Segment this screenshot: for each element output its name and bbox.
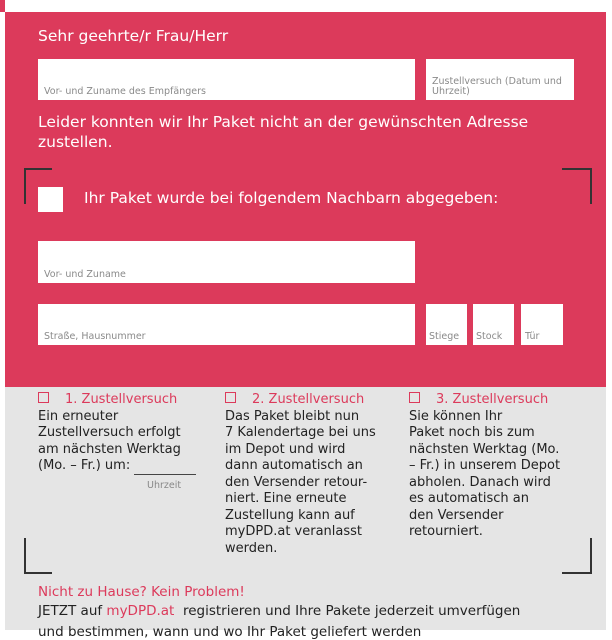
- attempt-2-line: Das Paket bleibt nun: [225, 408, 360, 424]
- door-field[interactable]: [521, 304, 563, 345]
- street-field[interactable]: [38, 304, 415, 345]
- neighbor-option-label: Ihr Paket wurde bei folgendem Nachbarn abgegeben:: [84, 189, 499, 207]
- attempt-2-line: Zustellung kann auf: [225, 507, 355, 523]
- footer-text: [38, 603, 520, 619]
- attempt-3: [409, 392, 589, 541]
- attempt-2-line: den Versender retour-: [225, 474, 368, 490]
- attempt-3-title: 3. Zustellversuch: [436, 392, 549, 407]
- attempt-2-checkbox[interactable]: [225, 392, 236, 403]
- attempt-1-line: Ein erneuter: [38, 408, 119, 424]
- top-edge-left: [0, 0, 5, 12]
- mydpd-link[interactable]: myDPD.at: [106, 603, 175, 619]
- attempt-1-line: am nächsten Werktag: [38, 441, 181, 457]
- attempt-3-checkbox[interactable]: [409, 392, 420, 403]
- delivery-attempt-field[interactable]: [426, 59, 574, 100]
- time-label: Uhrzeit: [147, 480, 182, 491]
- footer-headline: Nicht zu Hause? Kein Problem!: [38, 584, 245, 600]
- attempt-1: [38, 392, 213, 475]
- footer-text-after: registrieren und Ihre Pakete jederzeit umverfügen: [174, 603, 521, 619]
- neighbor-name-label: Vor- und Zuname: [44, 269, 126, 280]
- recipient-name-field[interactable]: [38, 59, 415, 100]
- neighbor-checkbox[interactable]: [38, 187, 63, 212]
- attempt-2-line: 7 Kalendertage bei uns: [225, 425, 376, 440]
- stairs-label: Stiege: [429, 331, 460, 342]
- attempt-2: [225, 392, 400, 557]
- attempt-2-line: niert. Eine erneute: [225, 491, 347, 506]
- attempt-2-heading: [225, 392, 400, 409]
- attempt-3-line: retourniert.: [409, 524, 483, 539]
- attempt-3-line: – Fr.) in unserem Depot: [409, 458, 561, 473]
- attempt-1-checkbox[interactable]: [38, 392, 49, 403]
- attempt-1-line: Zustellversuch erfolgt: [38, 425, 181, 440]
- attempt-2-line: dann automatisch an: [225, 458, 363, 473]
- floor-field[interactable]: [473, 304, 514, 345]
- corner-mark-bottom-left: [24, 538, 52, 574]
- neighbor-name-field[interactable]: [38, 241, 415, 283]
- recipient-name-label: Vor- und Zuname des Empfängers: [44, 86, 206, 97]
- attempt-2-line: werden.: [225, 540, 278, 556]
- attempt-3-line: Paket noch bis zum: [409, 425, 535, 440]
- attempt-3-line: es automatisch an: [409, 491, 529, 506]
- attempt-3-line: den Versender: [409, 507, 504, 523]
- attempt-3-line: Sie können Ihr: [409, 408, 503, 424]
- attempt-3-heading: [409, 392, 589, 409]
- floor-label: Stock: [476, 331, 503, 342]
- street-label: Straße, Hausnummer: [44, 331, 146, 342]
- attempt-1-line-time: [38, 458, 213, 475]
- attempt-2-line: im Depot und wird: [225, 441, 346, 457]
- attempt-1-heading: [38, 392, 213, 409]
- top-edge-right: [606, 0, 612, 12]
- corner-mark-bottom-right: [562, 538, 592, 574]
- attempt-2-line: myDPD.at veranlasst: [225, 524, 363, 539]
- greeting: Sehr geehrte/r Frau/Herr: [38, 27, 229, 45]
- time-input-line[interactable]: [134, 461, 196, 475]
- delivery-attempt-label: Zustellversuch (Datum und Uhrzeit): [432, 76, 562, 97]
- door-label: Tür: [525, 331, 540, 342]
- corner-mark-top-right: [562, 168, 592, 204]
- attempt-2-title: 2. Zustellversuch: [252, 392, 365, 407]
- footer-cut-line: und bestimmen, wann und wo Ihr Paket geliefert werden: [38, 624, 422, 640]
- attempt-1-line: (Mo. – Fr.) um:: [38, 458, 131, 473]
- message-text: Leider konnten wir Ihr Paket nicht an der gewünschten Adresse zustellen.: [38, 113, 529, 151]
- footer-text-before: JETZT auf: [38, 603, 107, 619]
- stairs-field[interactable]: [426, 304, 467, 345]
- attempt-3-line: nächsten Werktag (Mo.: [409, 441, 560, 457]
- attempt-3-line: abholen. Danach wird: [409, 474, 551, 490]
- attempt-1-title: 1. Zustellversuch: [65, 392, 178, 407]
